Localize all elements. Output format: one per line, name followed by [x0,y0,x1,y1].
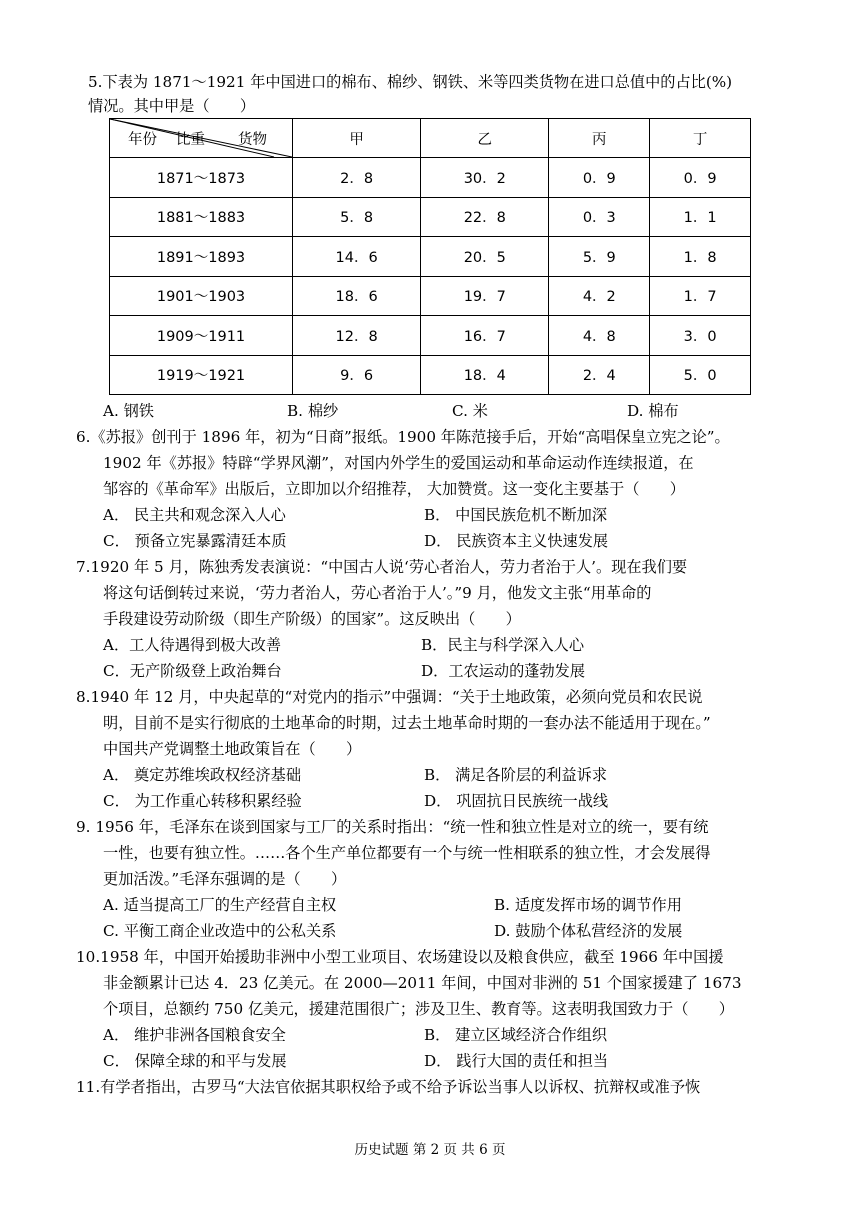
q9-stem-line1: 9. 1956 年，毛泽东在谈到国家与工厂的关系时指出：“统一性和独立性是对立的统一，要有统 [76,818,709,836]
header-goods: 货物 [238,132,267,148]
q6-option-a[interactable]: A． 民主共和观念深入人心 [103,506,286,524]
q10-option-d[interactable]: D． 践行大国的责任和担当 [424,1052,609,1070]
q5-stem-line1: 5.下表为 1871～1921 年中国进口的棉布、棉纱、钢铁、米等四类货物在进口总值中的占比(%) [88,73,733,91]
header-corner-cell [110,119,293,158]
q6-stem-line3: 邹容的《革命军》出版后，立即加以介绍推荐， 大加赞赏。这一变化主要基于（ ） [103,480,685,498]
q5-option-d[interactable]: D. 棉布 [627,402,679,420]
q11-stem-line1: 11.有学者指出，古罗马“大法官依据其职权给予或不给予诉讼当事人以诉权、抗辩权或准予恢 [76,1078,701,1096]
value-cell: 2．4 [549,355,650,395]
value-cell: 30．2 [421,158,549,198]
period-cell: 1871～1873 [110,158,293,198]
period-cell: 1881～1883 [110,197,293,237]
table-row [110,158,751,198]
value-cell: 18．6 [293,276,421,316]
q8-stem-line2: 明，目前不是实行彻底的土地革命的时期，过去土地革命时期的一套办法不能适用于现在。” [103,714,711,732]
q9-option-c[interactable]: C. 平衡工商企业改造中的公私关系 [103,922,337,940]
q8-stem-line1: 8.1940 年 12 月，中央起草的“对党内的指示”中强调：“关于土地政策，必须向党员和农民说 [76,688,703,706]
value-cell: 0．9 [650,158,751,198]
value-cell: 14．6 [293,237,421,277]
header-weight: 比重 [176,132,205,148]
value-cell: 19．7 [421,276,549,316]
q10-option-c[interactable]: C． 保障全球的和平与发展 [103,1052,287,1070]
value-cell: 16．7 [421,316,549,356]
table-row [110,276,751,316]
page-footer: 历史试题 第 2 页 共 6 页 [354,1142,506,1158]
value-cell: 1．8 [650,237,751,277]
value-cell: 3．0 [650,316,751,356]
value-cell: 4．8 [549,316,650,356]
q5-option-a[interactable]: A. 钢铁 [103,402,154,420]
q7-stem-line2: 将这句话倒转过来说，‘劳力者治人，劳心者治于人’。”9 月，他发文主张“用革命的 [103,584,652,602]
value-cell: 12．8 [293,316,421,356]
q6-option-c[interactable]: C． 预备立宪暴露清廷本质 [103,532,287,550]
q9-stem-line2: 一性，也要有独立性。……各个生产单位都要有一个与统一性相联系的独立性，才会发展得 [103,844,711,862]
value-cell: 9．6 [293,355,421,395]
q5-option-b[interactable]: B. 棉纱 [287,402,339,420]
table-row [110,197,751,237]
q8-option-a[interactable]: A． 奠定苏维埃政权经济基础 [103,766,302,784]
table-row [110,355,751,395]
q7-option-d[interactable]: D．工农运动的蓬勃发展 [421,662,586,680]
period-cell: 1919～1921 [110,355,293,395]
value-cell: 0．3 [549,197,650,237]
import-share-table [109,118,751,395]
table-header-row [110,119,751,158]
q8-option-b[interactable]: B． 满足各阶层的利益诉求 [424,766,608,784]
q7-option-a[interactable]: A．工人待遇得到极大改善 [103,636,282,654]
q10-stem-line2: 非金额累计已达 4．23 亿美元。在 2000—2011 年间，中国对非洲的 51 个国家援建了 1673 [103,974,742,992]
q10-option-b[interactable]: B． 建立区域经济合作组织 [424,1026,608,1044]
period-cell: 1909～1911 [110,316,293,356]
q9-option-d[interactable]: D. 鼓励个体私营经济的发展 [494,922,683,940]
q9-stem-line3: 更加活泼。”毛泽东强调的是（ ） [103,870,347,888]
q10-stem-line1: 10.1958 年，中国开始援助非洲中小型工业项目、农场建设以及粮食供应，截至 1966 年中国援 [76,948,724,966]
period-cell: 1901～1903 [110,276,293,316]
value-cell: 5．8 [293,197,421,237]
table-row [110,237,751,277]
value-cell: 5．9 [549,237,650,277]
value-cell: 22．8 [421,197,549,237]
value-cell: 4．2 [549,276,650,316]
q7-option-c[interactable]: C．无产阶级登上政治舞台 [103,662,282,680]
value-cell: 0．9 [549,158,650,198]
value-cell: 5．0 [650,355,751,395]
q8-option-d[interactable]: D． 巩固抗日民族统一战线 [424,792,609,810]
q5-option-c[interactable]: C. 米 [452,402,488,420]
q8-stem-line3: 中国共产党调整土地政策旨在（ ） [103,740,362,758]
column-header: 乙 [421,119,549,158]
q7-option-b[interactable]: B．民主与科学深入人心 [421,636,585,654]
q6-stem-line2: 1902 年《苏报》特辟“学界风潮”，对国内外学生的爱国运动和革命运动作连续报道，在 [103,454,694,472]
q6-option-d[interactable]: D． 民族资本主义快速发展 [424,532,609,550]
value-cell: 2．8 [293,158,421,198]
q7-stem-line1: 7.1920 年 5 月，陈独秀发表演说：“中国古人说‘劳心者治人，劳力者治于人’。现在我们要 [76,558,688,576]
q6-stem-line1: 6.《苏报》创刊于 1896 年，初为“日商”报纸。1900 年陈范接手后，开始“高唱保皇立宪之论”。 [76,428,730,446]
q9-option-a[interactable]: A. 适当提高工厂的生产经营自主权 [103,896,337,914]
table-row [110,316,751,356]
column-header: 丙 [549,119,650,158]
q10-stem-line3: 个项目，总额约 750 亿美元，援建范围很广；涉及卫生、教育等。这表明我国致力于（ ） [103,1000,734,1018]
q7-stem-line3: 手段建设劳动阶级（即生产阶级）的国家”。这反映出（ ） [103,610,521,628]
column-header: 丁 [650,119,751,158]
period-cell: 1891～1893 [110,237,293,277]
q6-option-b[interactable]: B． 中国民族危机不断加深 [424,506,608,524]
q10-option-a[interactable]: A． 维护非洲各国粮食安全 [103,1026,286,1044]
value-cell: 20．5 [421,237,549,277]
value-cell: 1．1 [650,197,751,237]
header-year: 年份 [128,132,157,148]
q9-option-b[interactable]: B. 适度发挥市场的调节作用 [494,896,682,914]
q5-stem-line2: 情况。其中甲是（ ） [88,97,256,115]
q8-option-c[interactable]: C． 为工作重心转移积累经验 [103,792,302,810]
column-header: 甲 [293,119,421,158]
value-cell: 1．7 [650,276,751,316]
value-cell: 18．4 [421,355,549,395]
